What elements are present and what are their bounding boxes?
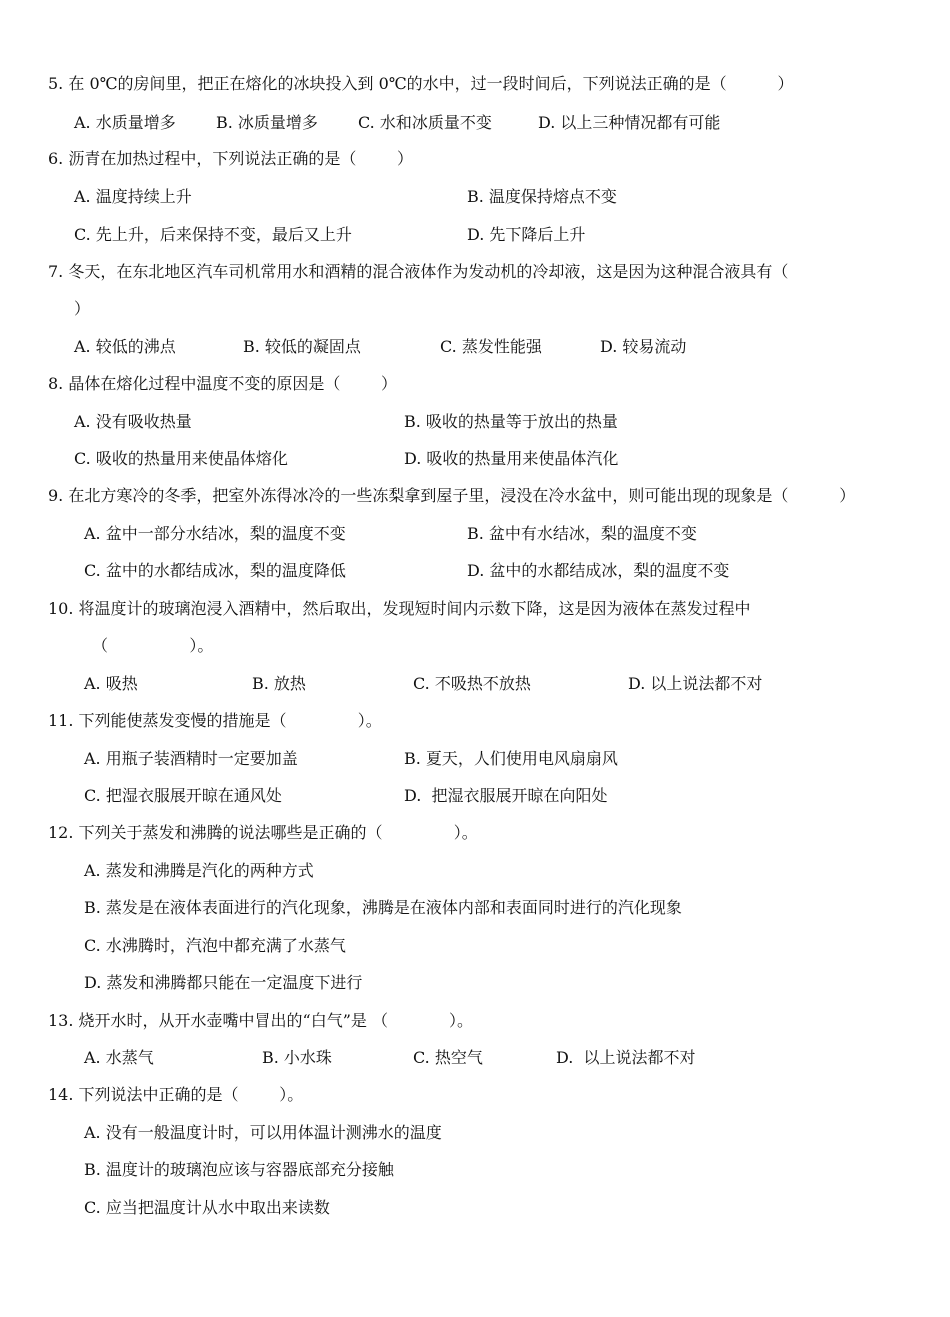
question-5-option-a: A. 水质量增多: [74, 113, 176, 132]
question-9-option-c: C. 盆中的水都结成冰，梨的温度降低: [84, 561, 346, 580]
question-8-stem: 8. 晶体在熔化过程中温度不变的原因是（ ）: [48, 374, 398, 393]
question-11-option-c: C. 把湿衣服展开晾在通风处: [84, 786, 282, 805]
question-7-option-b: B. 较低的凝固点: [243, 337, 361, 356]
question-8-option-a: A. 没有吸收热量: [74, 412, 192, 431]
question-14-option-b: B. 温度计的玻璃泡应该与容器底部充分接触: [84, 1160, 394, 1179]
question-11-option-d: D. 把湿衣服展开晾在向阳处: [404, 786, 608, 805]
question-13-option-d: D. 以上说法都不对: [556, 1048, 696, 1067]
question-7-option-d: D. 较易流动: [600, 337, 687, 356]
question-14-stem: 14. 下列说法中正确的是（ ）。: [48, 1085, 304, 1104]
question-6-option-c: C. 先上升，后来保持不变，最后又上升: [74, 225, 352, 244]
question-6-option-d: D. 先下降后上升: [467, 225, 586, 244]
question-12-option-d: D. 蒸发和沸腾都只能在一定温度下进行: [84, 973, 363, 992]
question-10-option-c: C. 不吸热不放热: [413, 674, 531, 693]
question-7-option-a: A. 较低的沸点: [74, 337, 176, 356]
question-8-option-d: D. 吸收的热量用来使晶体汽化: [404, 449, 619, 468]
question-6-option-b: B. 温度保持熔点不变: [467, 187, 617, 206]
question-12-option-c: C. 水沸腾时，汽泡中都充满了水蒸气: [84, 936, 346, 955]
question-8-option-b: B. 吸收的热量等于放出的热量: [404, 412, 618, 431]
question-12-option-a: A. 蒸发和沸腾是汽化的两种方式: [84, 861, 314, 880]
question-9-option-b: B. 盆中有水结冰，梨的温度不变: [467, 524, 697, 543]
question-12-option-b: B. 蒸发是在液体表面进行的汽化现象，沸腾是在液体内部和表面同时进行的汽化现象: [84, 898, 682, 917]
question-10-option-d: D. 以上说法都不对: [628, 674, 763, 693]
question-5-stem: 5. 在 0℃的房间里，把正在熔化的冰块投入到 0℃的水中，过一段时间后，下列说法正确的是（ ）: [48, 74, 794, 93]
question-14-option-c: C. 应当把温度计从水中取出来读数: [84, 1198, 330, 1217]
question-5-option-b: B. 冰质量增多: [216, 113, 318, 132]
question-7-stem-continued: ）: [74, 299, 91, 318]
question-10-stem: 10. 将温度计的玻璃泡浸入酒精中，然后取出，发现短时间内示数下降，这是因为液体在蒸发过程中: [48, 599, 751, 618]
question-6-option-a: A. 温度持续上升: [74, 187, 192, 206]
question-11-stem: 11. 下列能使蒸发变慢的措施是（ ）。: [48, 711, 382, 730]
question-11-option-a: A. 用瓶子装酒精时一定要加盖: [84, 749, 298, 768]
question-13-option-b: B. 小水珠: [262, 1048, 332, 1067]
question-13-option-a: A. 水蒸气: [84, 1048, 154, 1067]
question-8-option-c: C. 吸收的热量用来使晶体熔化: [74, 449, 288, 468]
question-13-option-c: C. 热空气: [413, 1048, 483, 1067]
question-11-option-b: B. 夏天，人们使用电风扇扇风: [404, 749, 618, 768]
question-14-option-a: A. 没有一般温度计时，可以用体温计测沸水的温度: [84, 1123, 442, 1142]
question-5-option-d: D. 以上三种情况都有可能: [538, 113, 721, 132]
question-5-option-c: C. 水和冰质量不变: [358, 113, 492, 132]
question-9-option-a: A. 盆中一部分水结冰，梨的温度不变: [84, 524, 346, 543]
question-6-stem: 6. 沥青在加热过程中，下列说法正确的是（ ）: [48, 149, 414, 168]
question-10-option-b: B. 放热: [252, 674, 306, 693]
question-10-option-a: A. 吸热: [84, 674, 138, 693]
question-13-stem: 13. 烧开水时，从开水壶嘴中冒出的“白气”是 （ ）。: [48, 1011, 474, 1030]
question-7-option-c: C. 蒸发性能强: [440, 337, 542, 356]
question-7-stem: 7. 冬天，在东北地区汽车司机常用水和酒精的混合液体作为发动机的冷却液，这是因为这种混合液具有（: [48, 262, 789, 281]
question-9-option-d: D. 盆中的水都结成冰，梨的温度不变: [467, 561, 730, 580]
question-12-stem: 12. 下列关于蒸发和沸腾的说法哪些是正确的（ ）。: [48, 823, 478, 842]
question-9-stem: 9. 在北方寒冷的冬季，把室外冻得冰冷的一些冻梨拿到屋子里，浸没在冷水盆中，则可能出现的现象是（ ）: [48, 486, 856, 505]
question-10-stem-continued: （ ）。: [92, 636, 214, 655]
